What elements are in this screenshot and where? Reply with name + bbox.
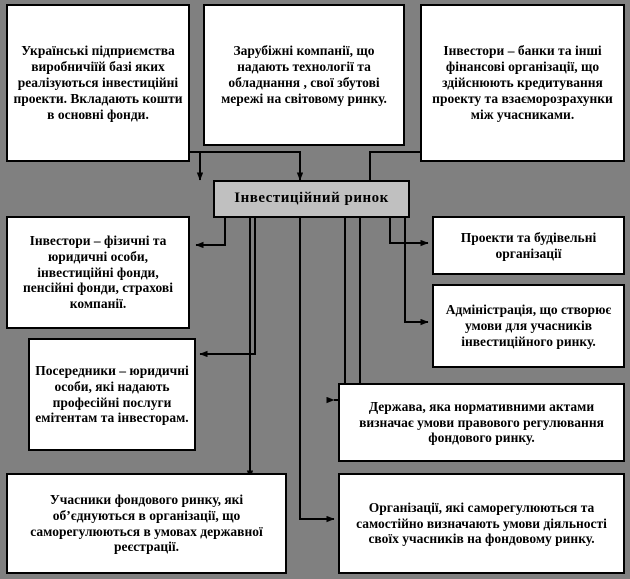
box-state: [338, 383, 625, 462]
box-investment-market-center: [213, 180, 410, 218]
box-investors-persons: [6, 216, 190, 329]
box-investors-banks-label: Інвестори – банки та інші фінансові організації, що здійснюють кредитування проекту та взаєморозрахунки між учасниками.: [432, 43, 613, 122]
box-foreign-companies: [203, 4, 405, 146]
box-investors-banks: [420, 4, 625, 162]
box-enterprises-label: Українські підприємства виробничіїй базі яких реалізуються інвестиційні проекти. Вкладають кошти в основні фонди.: [13, 43, 183, 122]
box-self-regulating-orgs-label: Організації, які саморегулюються та самостійно визначають умови діяльності своїх учасників на фондовому ринку.: [356, 499, 607, 547]
box-self-regulating-orgs: [338, 473, 625, 574]
box-projects-construction-label: Проекти та будівельні організації: [460, 229, 597, 261]
box-investment-market-center-label: Інвестиційний ринок: [234, 190, 389, 207]
box-market-participants-label: Учасники фондового ринку, які об’єднуються в організації, що саморегулюються в умовах державної реєстрації.: [30, 491, 263, 555]
box-administration-label: Адміністрація, що створює умови для учасників інвестиційного ринку.: [445, 302, 612, 349]
box-state-label: Держава, яка нормативними актами визначає умови правового регулювання фондового ринку.: [359, 398, 604, 446]
box-enterprises: [6, 4, 190, 162]
box-intermediaries-label: Посередники – юридичні особи, які надають професійні послуги емітентам та інвесторам.: [35, 362, 189, 426]
box-administration: [432, 284, 625, 368]
box-projects-construction: [432, 216, 625, 275]
box-market-participants: [6, 473, 287, 574]
box-intermediaries: [28, 338, 196, 451]
box-investors-persons-label: Інвестори – фізичні та юридичні особи, інвестиційні фонди, пенсійні фонди, страхові компанії.: [23, 232, 173, 312]
box-foreign-companies-label: Зарубіжні компанії, що надають технології та обладнання , свої збутові мережі на світовому ринку.: [221, 43, 387, 106]
